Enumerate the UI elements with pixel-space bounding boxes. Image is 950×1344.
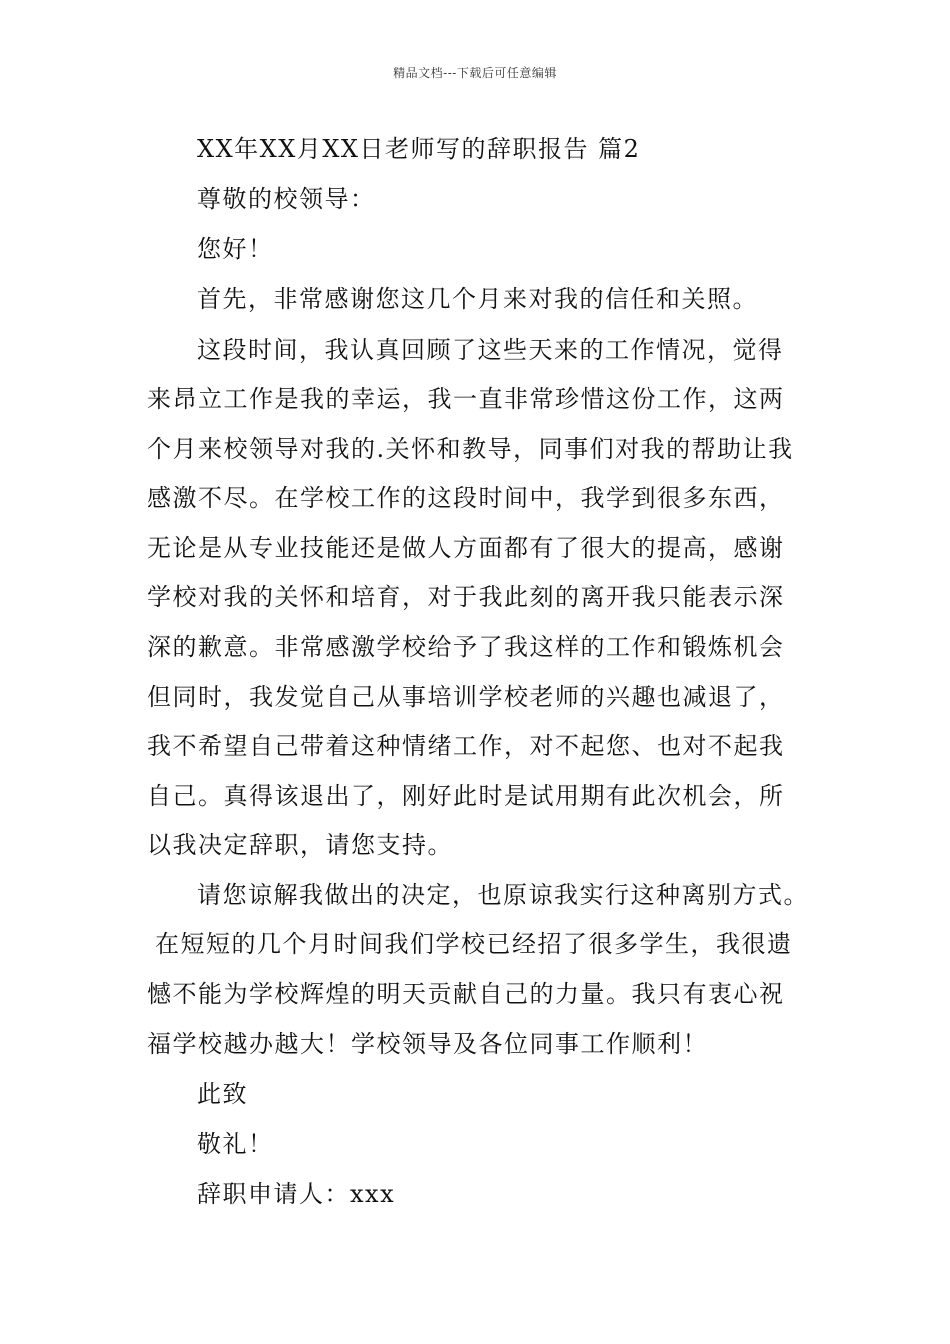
paragraph-1: 首先，非常感谢您这几个月来对我的信任和关照。: [197, 285, 758, 313]
paragraph-2-line: 无论是从专业技能还是做人方面都有了很大的提高，感谢: [147, 534, 785, 562]
document-title: XX年XX月XX日老师写的辞职报告 篇2: [197, 135, 641, 163]
paragraph-3-line: 在短短的几个月时间我们学校已经招了很多学生，我很遗: [155, 930, 793, 958]
paragraph-2-line: 但同时，我发觉自己从事培训学校老师的兴趣也减退了，: [147, 683, 785, 711]
paragraph-2-line: 深的歉意。非常感激学校给予了我这样的工作和锻炼机会: [147, 633, 785, 661]
signature-line: 辞职申请人：xxx: [197, 1180, 396, 1208]
salutation: 尊敬的校领导：: [197, 185, 376, 213]
paragraph-3-line: 请您谅解我做出的决定，也原谅我实行这种离别方式。: [197, 881, 809, 909]
paragraph-3-line: 福学校越办越大！学校领导及各位同事工作顺利！: [147, 1030, 708, 1058]
paragraph-3-line: 憾不能为学校辉煌的明天贡献自己的力量。我只有衷心祝: [147, 980, 785, 1008]
paragraph-2-line: 我不希望自己带着这种情绪工作，对不起您、也对不起我: [147, 732, 785, 760]
paragraph-2-line: 这段时间，我认真回顾了这些天来的工作情况，觉得: [197, 336, 784, 364]
closing-line-1: 此致: [197, 1080, 248, 1108]
paragraph-2-line: 自己。真得该退出了，刚好此时是试用期有此次机会，所: [147, 782, 785, 810]
closing-line-2: 敬礼！: [197, 1130, 274, 1158]
paragraph-2-line: 来昂立工作是我的幸运，我一直非常珍惜这份工作，这两: [147, 385, 785, 413]
paragraph-2-line: 学校对我的关怀和培育，对于我此刻的离开我只能表示深: [147, 583, 785, 611]
greeting: 您好！: [197, 235, 274, 263]
page-header: 精品文档---下载后可任意编辑: [393, 66, 557, 80]
paragraph-2-line: 个月来校领导对我的.关怀和教导，同事们对我的帮助让我: [147, 435, 794, 463]
paragraph-2-line: 感激不尽。在学校工作的这段时间中，我学到很多东西，: [147, 484, 785, 512]
paragraph-2-line: 以我决定辞职，请您支持。: [147, 831, 453, 859]
